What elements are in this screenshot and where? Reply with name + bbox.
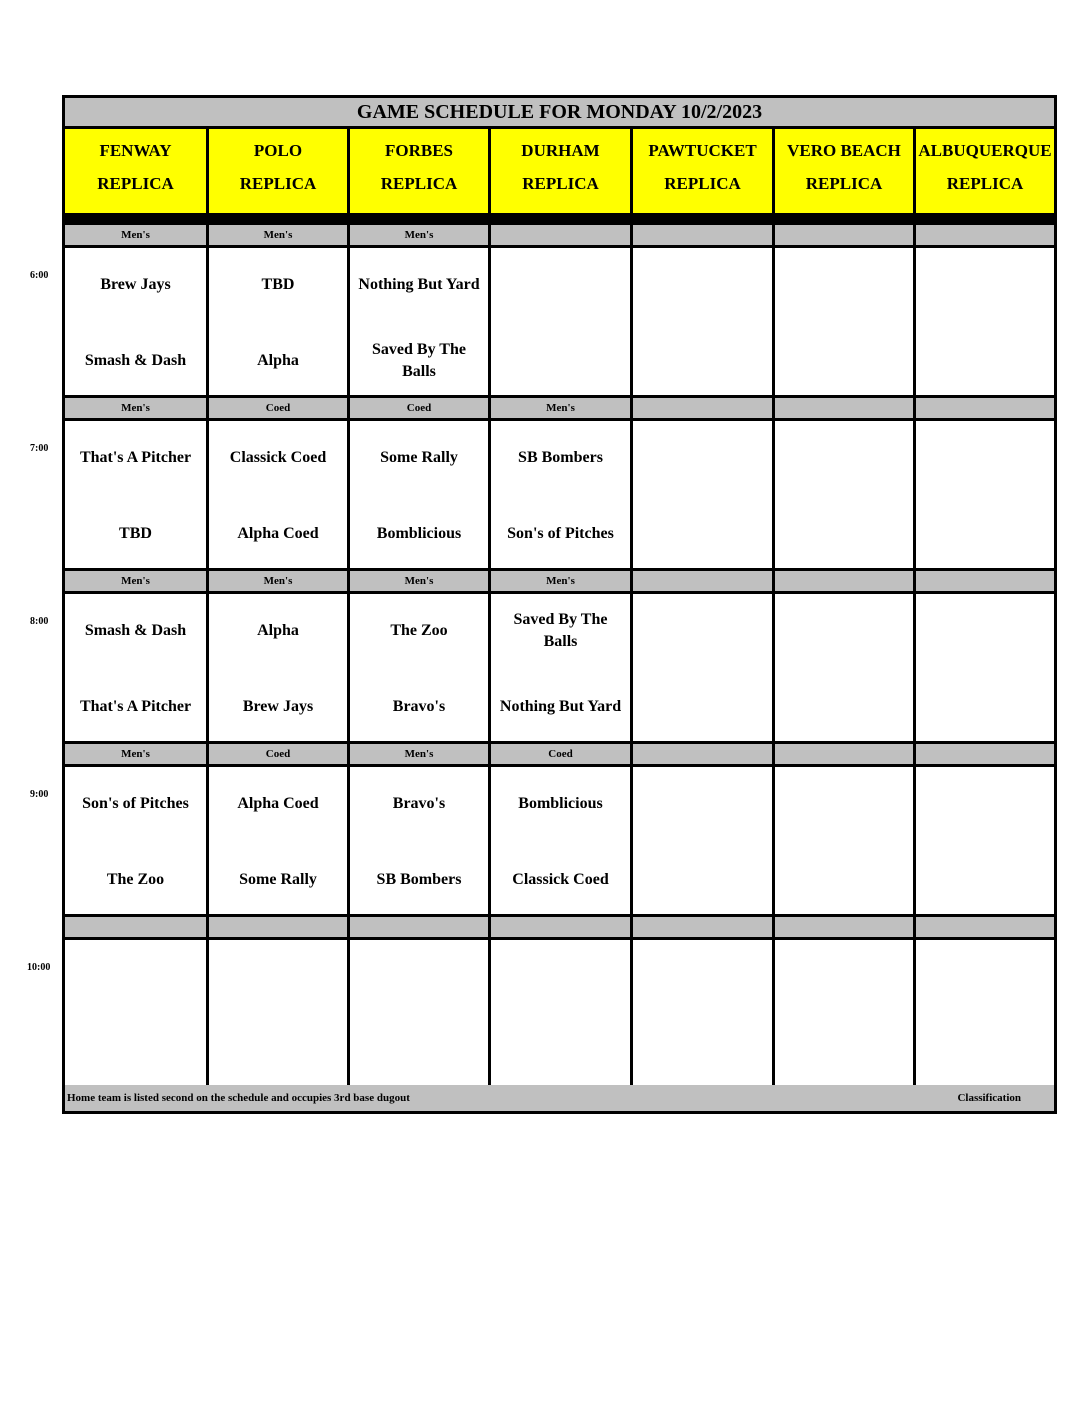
field-subtitle: REPLICA (239, 174, 317, 193)
classification-cell (209, 917, 347, 937)
field-subtitle: REPLICA (664, 174, 741, 193)
game-cell (491, 421, 630, 568)
game-cell (633, 767, 772, 914)
game-cell (491, 940, 630, 1087)
field-header (65, 129, 206, 213)
game-cell (916, 421, 1054, 568)
game-cell (633, 421, 772, 568)
away-team: Bomblicious (518, 795, 603, 812)
classification-cell (350, 917, 488, 937)
away-team: Bravo's (392, 795, 446, 812)
classification-cell (775, 571, 913, 591)
field-header (209, 129, 347, 213)
game-cell (916, 594, 1054, 741)
classification-cell (633, 398, 772, 418)
home-team: Classick Coed (512, 871, 609, 888)
game-cell (209, 421, 347, 568)
game-cell (633, 248, 772, 395)
game-cell (65, 594, 206, 741)
classification-cell: Coed (350, 398, 488, 418)
game-cell (916, 248, 1054, 395)
field-subtitle: REPLICA (946, 174, 1024, 193)
classification-cell: Men's (350, 744, 488, 764)
home-team: Son's of Pitches (507, 525, 614, 542)
away-team: TBD (261, 276, 295, 293)
field-name: FENWAY (99, 141, 172, 160)
game-cell (491, 767, 630, 914)
classification-cell: Men's (209, 571, 347, 591)
classification-cell (916, 917, 1054, 937)
footer-bar (65, 1085, 1054, 1111)
classification-cell (916, 571, 1054, 591)
away-team: Son's of Pitches (82, 795, 189, 812)
field-subtitle: REPLICA (97, 174, 174, 193)
field-subtitle: REPLICA (805, 174, 883, 193)
classification-cell (916, 398, 1054, 418)
field-header (633, 129, 772, 213)
classification-cell: Men's (350, 571, 488, 591)
game-cell (350, 248, 488, 395)
away-team: Saved By The Balls (513, 611, 608, 650)
game-cell (633, 594, 772, 741)
classification-cell: Men's (65, 571, 206, 591)
classification-cell (775, 225, 913, 245)
home-team: That's A Pitcher (79, 698, 192, 715)
classification-cell (775, 744, 913, 764)
field-subtitle: REPLICA (380, 174, 458, 193)
classification-cell (491, 917, 630, 937)
away-team: Nothing But Yard (358, 276, 480, 293)
away-team: Brew Jays (100, 276, 171, 293)
home-team: Brew Jays (242, 698, 314, 715)
classification-cell: Coed (491, 744, 630, 764)
classification-cell (916, 744, 1054, 764)
classification-cell: Men's (209, 225, 347, 245)
away-team: Classick Coed (229, 449, 327, 466)
field-name: FORBES (384, 141, 454, 160)
field-name: POLO (253, 141, 303, 160)
game-cell (350, 767, 488, 914)
field-subtitle: REPLICA (522, 174, 599, 193)
time-label: 10:00 (27, 962, 51, 973)
field-name: PAWTUCKET (648, 141, 757, 160)
classification-cell: Men's (350, 225, 488, 245)
classification-cell (775, 917, 913, 937)
time-label: 8:00 (30, 616, 49, 627)
home-team-note: Home team is listed second on the schedule and occupies 3rd base dugout (67, 1092, 410, 1104)
game-cell (775, 248, 913, 395)
field-name: VERO BEACH (787, 141, 901, 160)
time-label: 9:00 (30, 789, 49, 800)
away-team: Alpha Coed (237, 795, 319, 812)
game-cell (916, 940, 1054, 1087)
field-name: DURHAM (521, 141, 600, 160)
home-team: Some Rally (239, 871, 317, 888)
game-cell (350, 421, 488, 568)
classification-cell (916, 225, 1054, 245)
game-cell (65, 940, 206, 1087)
game-cell (65, 248, 206, 395)
home-team: TBD (119, 525, 152, 542)
field-header (775, 129, 913, 213)
classification-cell: Coed (209, 744, 347, 764)
game-cell (65, 767, 206, 914)
game-cell (350, 940, 488, 1087)
away-team: The Zoo (390, 622, 448, 639)
game-cell (633, 940, 772, 1087)
home-team: Alpha Coed (237, 525, 319, 542)
away-team: Some Rally (380, 449, 458, 466)
game-cell (209, 248, 347, 395)
classification-cell (633, 917, 772, 937)
away-team: Alpha (257, 622, 299, 639)
home-team: Bravo's (392, 698, 446, 715)
game-cell (775, 594, 913, 741)
field-name: ALBUQUERQUE (918, 141, 1052, 160)
classification-cell (65, 917, 206, 937)
classification-cell (633, 225, 772, 245)
home-team: Bomblicious (376, 525, 462, 542)
field-header (916, 129, 1054, 213)
game-cell (775, 940, 913, 1087)
schedule-table (62, 95, 1057, 1114)
home-team: Nothing But Yard (499, 698, 622, 715)
away-team: That's A Pitcher (79, 449, 192, 466)
game-cell (209, 594, 347, 741)
away-team: Smash & Dash (84, 622, 187, 639)
game-cell (350, 594, 488, 741)
classification-cell (775, 398, 913, 418)
game-cell (209, 767, 347, 914)
classification-cell: Men's (65, 398, 206, 418)
classification-cell (633, 571, 772, 591)
classification-cell: Coed (209, 398, 347, 418)
schedule-title: GAME SCHEDULE FOR MONDAY 10/2/2023 (65, 98, 1054, 126)
classification-cell (491, 225, 630, 245)
game-cell (916, 767, 1054, 914)
home-team: Smash & Dash (84, 352, 187, 369)
classification-cell: Men's (65, 225, 206, 245)
home-team: Alpha (257, 352, 299, 369)
field-header (350, 129, 488, 213)
time-label: 6:00 (30, 270, 49, 281)
game-cell (491, 248, 630, 395)
classification-legend: Classification (957, 1092, 1021, 1104)
game-cell (775, 421, 913, 568)
classification-cell: Men's (491, 571, 630, 591)
classification-cell (633, 744, 772, 764)
time-label: 7:00 (30, 443, 49, 454)
game-cell (491, 594, 630, 741)
game-cell (65, 421, 206, 568)
classification-cell: Men's (491, 398, 630, 418)
away-team: SB Bombers (518, 449, 603, 466)
home-team: SB Bombers (376, 871, 462, 888)
game-cell (775, 767, 913, 914)
field-header (491, 129, 630, 213)
home-team: The Zoo (106, 871, 165, 888)
game-cell (209, 940, 347, 1087)
classification-cell: Men's (65, 744, 206, 764)
home-team: Saved By The Balls (372, 341, 466, 380)
